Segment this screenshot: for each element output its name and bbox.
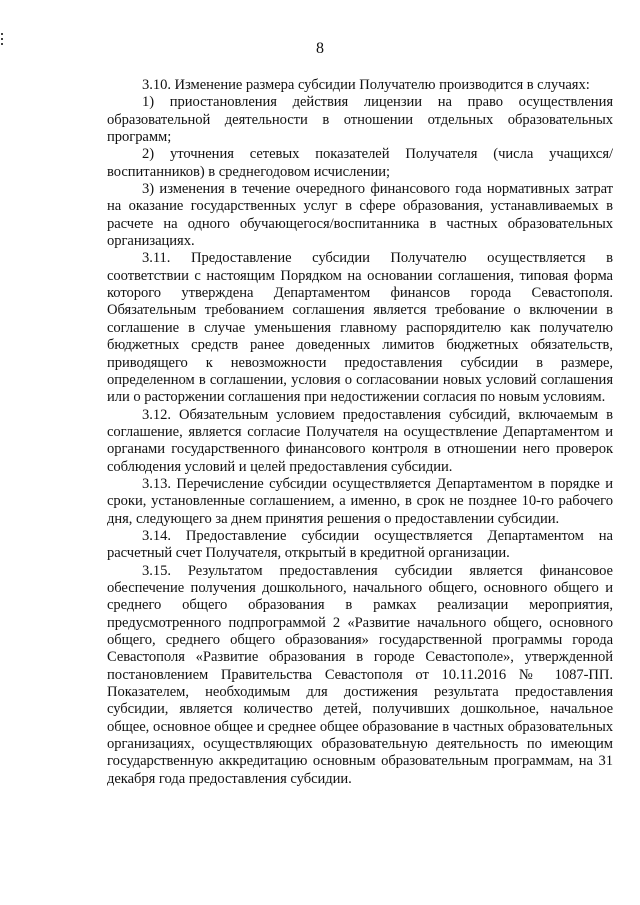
paragraph-3-10-item-3: 3) изменения в течение очередного финансового года нормативных затрат на оказание государственных услуг в сфере образования, устанавливаемых в расчете на одного обучающегося/воспитанника в частных образовательных организациях.	[107, 181, 613, 250]
paragraph-3-12: 3.12. Обязательным условием предоставления субсидий, включаемым в соглашение, является согласие Получателя на осуществление Департаментом и органами государственного финансового контроля в отношении него проверок соблюдения условий и целей предоставления субсидии.	[107, 406, 613, 475]
paragraph-3-13: 3.13. Перечисление субсидии осуществляется Департаментом в порядке и сроки, установленные соглашением, а именно, в срок не позднее 10-го рабочего дня, следующего за днем принятия решения о предоставлении субсидии.	[107, 475, 613, 527]
paragraph-3-15: 3.15. Результатом предоставления субсидии является финансовое обеспечение получения дошкольного, начального общего, основного общего и среднего общего образования в рамках реализации мероприятия, предусмотренного подпрограммой 2 «Развитие начального общего, основного общего, среднего общего образования» государственной программы города Севастополя «Развитие образования в городе Севастополе», утвержденной постановлением Правительства Севастополя от 10.11.2016 № 1087-ПП. Показателем, необходимым для достижения результата предоставления субсидии, является количество детей, получивших дошкольное, начальное общее, основное общее и среднее общее образование в частных образовательных организациях, осуществляющих образовательную деятельность по имеющим государственную аккредитацию основным образовательным программам, на 31 декабря года предоставления субсидии.	[107, 562, 613, 787]
paragraph-3-10: 3.10. Изменение размера субсидии Получателю производится в случаях:	[142, 77, 590, 93]
paragraph-3-10-item-2: 2) уточнения сетевых показателей Получателя (числа учащихся/воспитанников) в среднегодовом исчислении;	[107, 146, 613, 180]
paragraph-3-11: 3.11. Предоставление субсидии Получателю осуществляется в соответствии с настоящим Порядком на основании соглашения, типовая форма которого утверждена Департаментом финансов города Севастополя. Обязательным требованием соглашения является требование о включении в соглашение в случае уменьшения главному распорядителю как получателю бюджетных средств ранее доведенных лимитов бюджетных обязательств, приводящего к невозможности предоставления субсидии в размере, определенном в соглашении, условия о согласовании новых условий соглашения или о расторжении соглашения при недостижении согласия по новым условиям.	[107, 250, 613, 406]
paragraph-3-10-item-1: 1) приостановления действия лицензии на право осуществления образовательной деятельности в отношении отдельных образовательных программ;	[107, 94, 613, 146]
paragraph-3-14: 3.14. Предоставление субсидии осуществляется Департаментом на расчетный счет Получателя, открытый в кредитной организации.	[107, 527, 613, 562]
document-body	[107, 77, 613, 788]
page-number: 8	[316, 40, 324, 57]
